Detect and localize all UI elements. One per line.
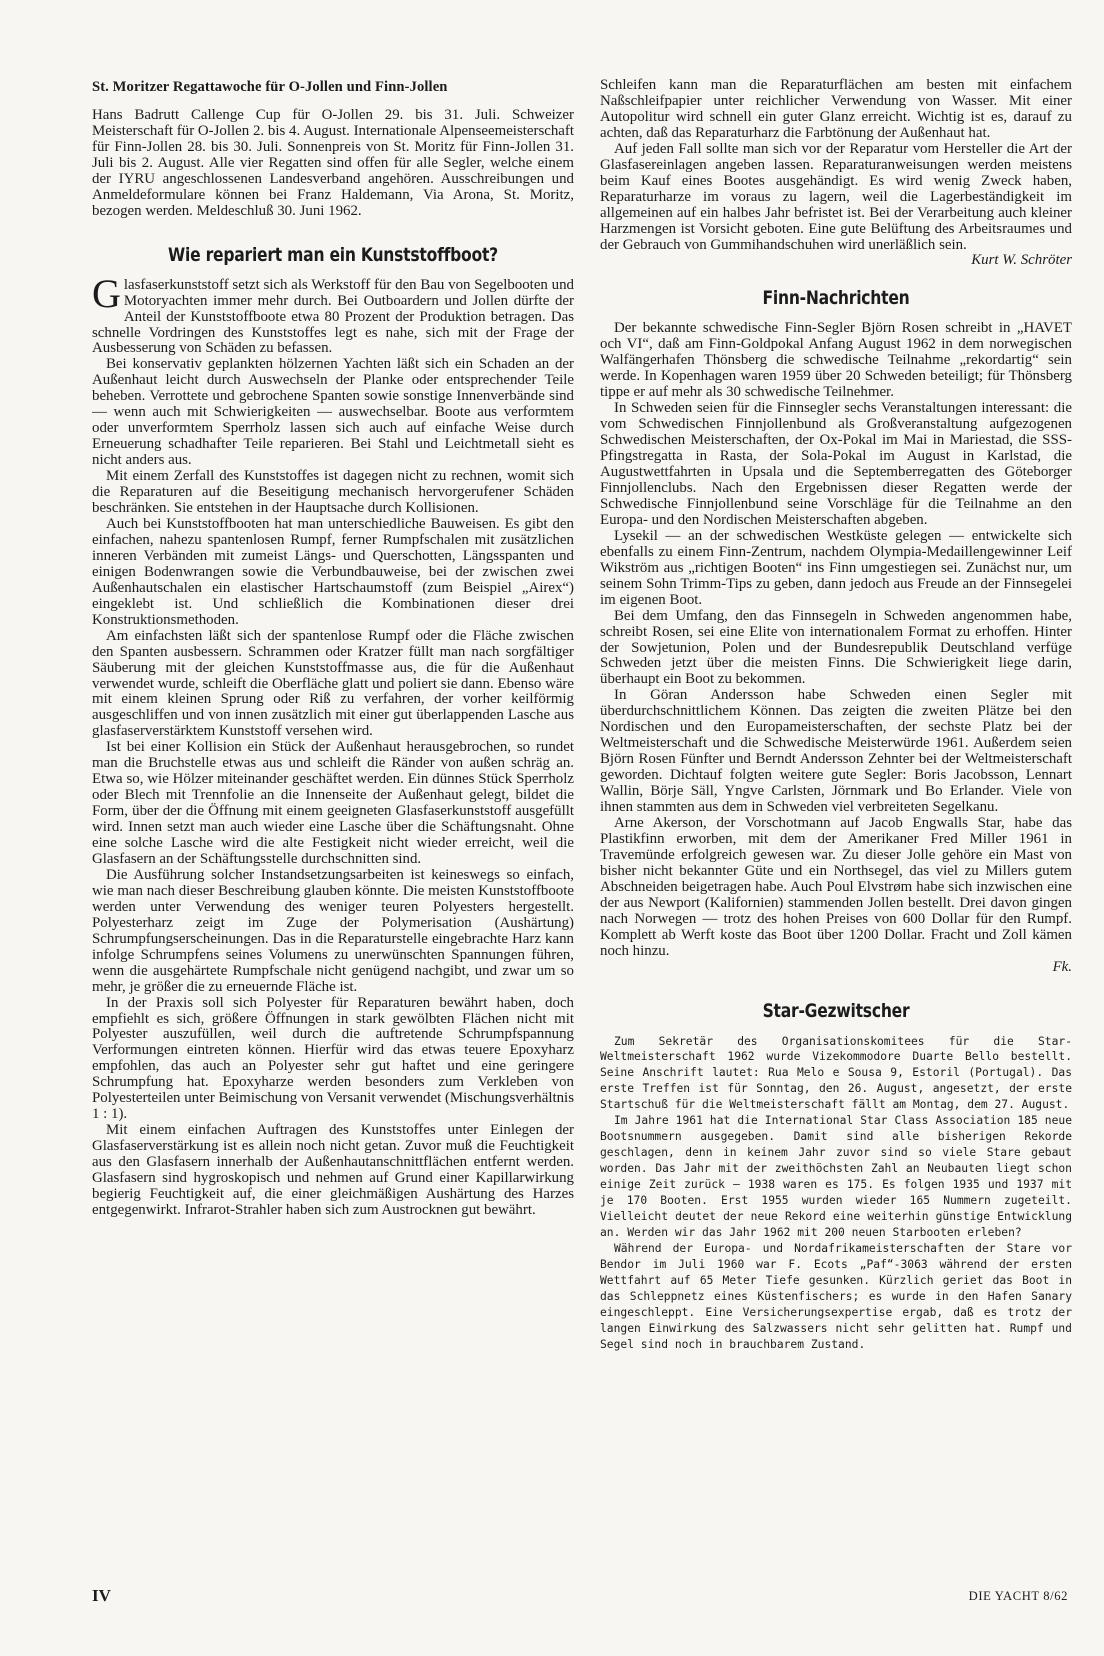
repair-paragraph-8: In der Praxis soll sich Polyester für Reparaturen bewährt haben, doch empfiehlt es sich, größere Öffnungen in stark gewölbten Flächen nicht mit Polyester auszufüllen, weil durch die auftretende Schrumpfspannung Verformungen eintreten können. Hierfür wird das etwas teuere Epoxyharz empfohlen, das auch an Polyester sehr gut haftet und eine geringere Schrumpfung hat. Epoxyharze werden besonders zum Verkleben von Polyesterteilen unter Beimischung von Versanit verwendet (Mischungsverhältnis 1 : 1). bbox=[92, 994, 574, 1123]
repair-heading: Wie repariert man ein Kunststoffboot? bbox=[168, 243, 498, 266]
repair-continued-paragraph-2: Auf jeden Fall sollte man sich vor der Reparatur vom Hersteller die Art der Glasfasereinlagen angeben lassen. Reparaturanweisungen werden meistens beim Kauf eines Bootes ausgehändigt. Es wird wenig Zweck haben, Reparaturharze im voraus zu lagern, weil die Lagerbeständigkeit im allgemeinen auf ein halbes Jahr befristet ist. Bei der Verarbeitung auch kleiner Harzmengen ist Vorsicht geboten. Eine gute Belüftung des Arbeitsraumes und der Gebrauch von Gummihandschuhen wird unerläßlich sein. bbox=[600, 140, 1072, 253]
finn-paragraph-6: Arne Akerson, der Vorschotmann auf Jacob Engwalls Star, habe das Plastikfinn erworben, mit dem der Amerikaner Fred Miller 1961 in Travemünde erfolgreich gewesen war. Zu dieser Jolle gehöre ein Mast von bisher nicht bekannter Güte und ein Northsegel, das viel zu Millers gutem Abschneiden beigetragen habe. Auch Poul Elvstrøm habe sich inzwischen eine der aus Newport (Kalifornien) stammenden Jollen bestellt. Drei davon gingen nach Norwegen — trotz des hohen Preises von 600 Dollar für den Rumpf. Komplett ab Werft koste das Boot über 1200 Dollar. Fracht und Zoll kämen noch hinzu. bbox=[600, 814, 1072, 959]
finn-paragraph-2: In Schweden seien für die Finnsegler sechs Veranstaltungen interessant: die vom Schwedischen Finnjollenbund als Großveranstaltung aufgezogenen Schwedischen Meisterschaften, der Ox-Pokal im Mai in Mariestad, die SSS-Pfingstregatta in Rasta, der Sola-Pokal im August in Karlstad, die Augustwettfahrten in Upsala und die Septemberregatten des Göteborger Finnjollenclubs. Nach den Ergebnissen dieser Regatten werde der Schwedische Finnjollenbund seine Vorschläge für die Teilnahme an den Europa- und den Nordischen Meisterschaften abgeben. bbox=[600, 400, 1072, 528]
finn-heading: Finn-Nachrichten bbox=[762, 287, 910, 310]
regatta-heading: St. Moritzer Regattawoche für O-Jollen und Finn-Jollen bbox=[92, 79, 448, 95]
right-column bbox=[600, 78, 1072, 1353]
star-paragraph-3: Während der Europa- und Nordafrikameisterschaften der Stare vor Bendor im Juli 1960 war F. Ecots „Paf“-3063 während der ersten Wettfahrt auf 65 Meter Tiefe gesunken. Kürzlich geriet das Boot in das Schleppnetz eines Küstenfischers; es wurde in den Hafen Sanary eingeschleppt. Eine Versicherungsexpertise ergab, daß es trotz der langen Einwirkung des Salzwassers nicht sehr gelitten hat. Rumpf und Segel sind noch in brauchbarem Zustand. bbox=[600, 1241, 1072, 1351]
repair-author-signature: Kurt W. Schröter bbox=[971, 252, 1072, 269]
page-number: IV bbox=[92, 1586, 111, 1605]
repair-paragraph-6: Ist bei einer Kollision ein Stück der Außenhaut herausgebrochen, so rundet man die Bruchstelle etwas aus und schleift die Ränder von außen schräg an. Etwa so, wie Hölzer miteinander geschäftet werden. Ein dünnes Stück Sperrholz oder Blech mit Trennfolie an die Innenseite der Außenhaut gelegt, bildet die Form, über der die Öffnung mit einem geeigneten Glasfaserkunststoff ausgefüllt wird. Innen setzt man auch wieder eine Lasche über die Schäftungsnaht. Ohne eine solche Lasche wird die alte Festigkeit nicht wieder erreicht, weil die Glasfasern an der Schäftungsstelle durchschnitten sind. bbox=[92, 739, 574, 867]
star-section bbox=[600, 1034, 1072, 1353]
star-heading: Star-Gezwitscher bbox=[762, 999, 910, 1022]
repair-paragraph-9: Mit einem einfachen Auftragen des Kunststoffes unter Einlegen der Glasfaserverstärkung ist es allein noch nicht getan. Zuvor muß die Feuchtigkeit aus den Glasfasern innerhalb der Außenhautanschnittflächen entfernt werden. Glasfasern sind hygroskopisch und nehmen auf Grund einer Kapillarwirkung begierig Feuchtigkeit auf, die einer gleichmäßigen Aushärtung des Harzes entgegenwirkt. Infrarot-Strahler haben sich zum Austrocknen gut bewährt. bbox=[92, 1122, 574, 1218]
repair-paragraph-1-text: lasfaserkunststoff setzt sich als Werkstoff für den Bau von Segelbooten und Motoryachten immer mehr durch. Bei Outboardern und Jollen dürfte der Anteil der Kunststoffboote etwa 80 Prozent der Produktion betragen. Das schnelle Vordringen des Kunststoffes legt es nahe, sich mit der Frage der Ausbesserung von Schäden zu befassen. bbox=[92, 276, 574, 357]
repair-paragraph-1 bbox=[92, 270, 574, 358]
repair-paragraph-7: Die Ausführung solcher Instandsetzungsarbeiten ist keineswegs so einfach, wie man nach dieser Beschreibung glauben könnte. Die meisten Kunststoffboote werden unter Verwendung des weniger teuren Polyesters hergestellt. Polyesterharz zeigt im Zuge der Polymerisation (Aushärtung) Schrumpfungserscheinungen. Das in die Reparaturstelle eingebrachte Harz kann infolge Schrumpfens seines Volumens zu unerwünschten Spannungen führen, wenn die ausgehärtete Rumpfschale nicht genügend nachgibt, und zwar um so mehr, je größer die zu erneuernde Fläche ist. bbox=[92, 866, 574, 995]
finn-author-signature: Fk. bbox=[1052, 958, 1072, 975]
finn-paragraph-3: Lysekil — an der schwedischen Westküste gelegen — entwickelte sich ebenfalls zu einem Finn-Zentrum, nachdem Olympia-Medaillengewinner Leif Wikström aus „richtigen Booten“ ins Finn umgestiegen sei. Zunächst nur, um seinem Sohn Trimm-Tips zu geben, dann jedoch aus Freude an der Finnsegelei im eigenen Boot. bbox=[600, 527, 1072, 608]
star-paragraph-2: Im Jahre 1961 hat die International Star Class Association 185 neue Bootsnummern ausgegeben. Damit sind alle bisherigen Rekorde geschlagen, denn in keinem Jahr zuvor sind so viele Stare gebaut worden. Das Jahr mit der zweithöchsten Zahl an Neubauten liegt schon einige Zeit zurück — 1938 waren es 175. Es folgen 1935 und 1937 mit je 170 Booten. Erst 1955 wurden wieder 165 Nummern zugeteilt. Vielleicht deutet der neue Rekord eine weiterhin günstige Entwicklung an. Werden wir das Jahr 1962 mit 200 neuen Starbooten erleben? bbox=[600, 1114, 1072, 1239]
finn-paragraph-1: Der bekannte schwedische Finn-Segler Björn Rosen schreibt in „HAVET och VI“, daß am Finn-Goldpokal Anfang August 1962 in dem norwegischen Walfängerhafen Thönsberg die schwedische Teilnahme „rekordartig“ sein werde. In Kopenhagen waren 1959 über 20 Schweden beteiligt; für Thönsberg tippe er auf mehr als 30 schwedische Teilnehmer. bbox=[600, 320, 1072, 401]
left-column bbox=[92, 78, 574, 1219]
journal-issue: DIE YACHT 8/62 bbox=[968, 1589, 1068, 1603]
repair-paragraph-3: Mit einem Zerfall des Kunststoffes ist dagegen nicht zu rechnen, womit sich die Reparaturen auf die Beseitigung mechanisch hervorgerufener Schäden beschränken. Sie entstehen in der Hauptsache durch Kollisionen. bbox=[92, 468, 574, 517]
finn-paragraph-4: Bei dem Umfang, den das Finnsegeln in Schweden angenommen habe, schreibt Rosen, sei eine Elite von internationalem Format zu erhoffen. Hinter der Sowjetunion, Polen und der Bundesrepublik Deutschland verfüge Schweden jetzt über die meisten Finns. Die Schwierigkeit liege darin, überhaupt ein Boot zu bekommen. bbox=[600, 607, 1072, 688]
repair-continued-paragraph-1: Schleifen kann man die Reparaturflächen am besten mit einfachem Naßschleifpapier unter reichlicher Verwendung von Wasser. Mit einer Autopolitur wird schnell ein guter Glanz erreicht. Wichtig ist es, darauf zu achten, daß das Reparaturharz die Farbtönung der Außenhaut hat. bbox=[600, 77, 1072, 141]
regatta-text: Hans Badrutt Callenge Cup für O-Jollen 29. bis 31. Juli. Schweizer Meisterschaft für O-Jollen 2. bis 4. August. Internationale Alpenseemeisterschaft für Finn-Jollen 28. bis 30. Juli. Sonnenpreis von St. Moritz für Finn-Jollen 31. Juli bis 2. August. Alle vier Regatten sind offen für alle Segler, welche einem der IYRU angeschlossenen Landesverband angehören. Ausschreibungen und Anmeldeformulare können bei Franz Haldemann, Via Arona, St. Moritz, bezogen werden. Meldeschluß 30. Juni 1962. bbox=[92, 107, 574, 219]
repair-paragraph-5: Am einfachsten läßt sich der spantenlose Rumpf oder die Fläche zwischen den Spanten ausbessern. Schrammen oder Kratzer füllt man nach sorgfältiger Säuberung mit der gleichen Kunststoffmasse aus, die für die Außenhaut verwendet wurde, schleift die Oberfläche glatt und poliert sie dann. Ebenso wäre mit einem kleinen Sprung oder Riß zu verfahren, der vorher keilförmig ausgeschliffen und von innen zusätzlich mit einer gut überlappenden Lasche aus glasfaserverstärktem Kunststoff versehen wird. bbox=[92, 627, 574, 740]
finn-paragraph-5: In Göran Andersson habe Schweden einen Segler mit überdurchschnittlichem Können. Das zeigten die zweiten Plätze bei den Nordischen und den Europameisterschaften, der sechste Platz bei der Weltmeisterschaft und die Schwedische Meisterwürde 1961. Außerdem seien Björn Rosen Fünfter und Berndt Andersson Zehnter bei der Weltmeisterschaft geworden. Dichtauf folgten weitere gute Segler: Boris Jacobsson, Lennart Wallin, Börje Säll, Yngve Carlsten, Jörnmark und Bo Erlander. Viele von ihnen stammten aus dem in Schweden viel verbreiteten Segelkanu. bbox=[600, 687, 1072, 816]
repair-paragraph-4: Auch bei Kunststoffbooten hat man unterschiedliche Bauweisen. Es gibt den einfachen, nahezu spantenlosen Rumpf, ferner Rumpfschalen mit zusätzlichen inneren Verbänden mit zumeist Längs- und Querschotten, Längsspanten und einigen Bodenwrangen sowie die Verbundbauweise, bei der zwischen zwei Außenhautschalen ein elastischer Hartschaumstoff (zum Beispiel „Airex“) eingeklebt ist. Und schließlich die Kombinationen dieser drei Konstruktionsmethoden. bbox=[92, 515, 574, 628]
repair-paragraph-2: Bei konservativ geplankten hölzernen Yachten läßt sich ein Schaden an der Außenhaut leicht durch Auswechseln der Planke oder entsprechender Teile beheben. Verrottete und gebrochene Spanten sowie sonstige Innenverbände sind — wenn auch mit Schwierigkeiten — auswechselbar. Boote aus verformtem oder unverformtem Sperrholz lassen sich auch auf einfache Weise durch Erneuerung schadhafter Teile reparieren. Bei Stahl und Leichtmetall sieht es nicht anders aus. bbox=[92, 356, 574, 469]
star-paragraph-1: Zum Sekretär des Organisationskomitees für die Star-Weltmeisterschaft 1962 wurde Vizekommodore Duarte Bello bestellt. Seine Anschrift lautet: Rua Melo e Sousa 9, Estoril (Portugal). Das erste Treffen ist für Sonntag, den 26. August, angesetzt, der erste Startschuß für die Weltmeisterschaft fällt am Montag, dem 27. August. bbox=[600, 1034, 1072, 1112]
dropcap-letter: G bbox=[92, 270, 121, 316]
